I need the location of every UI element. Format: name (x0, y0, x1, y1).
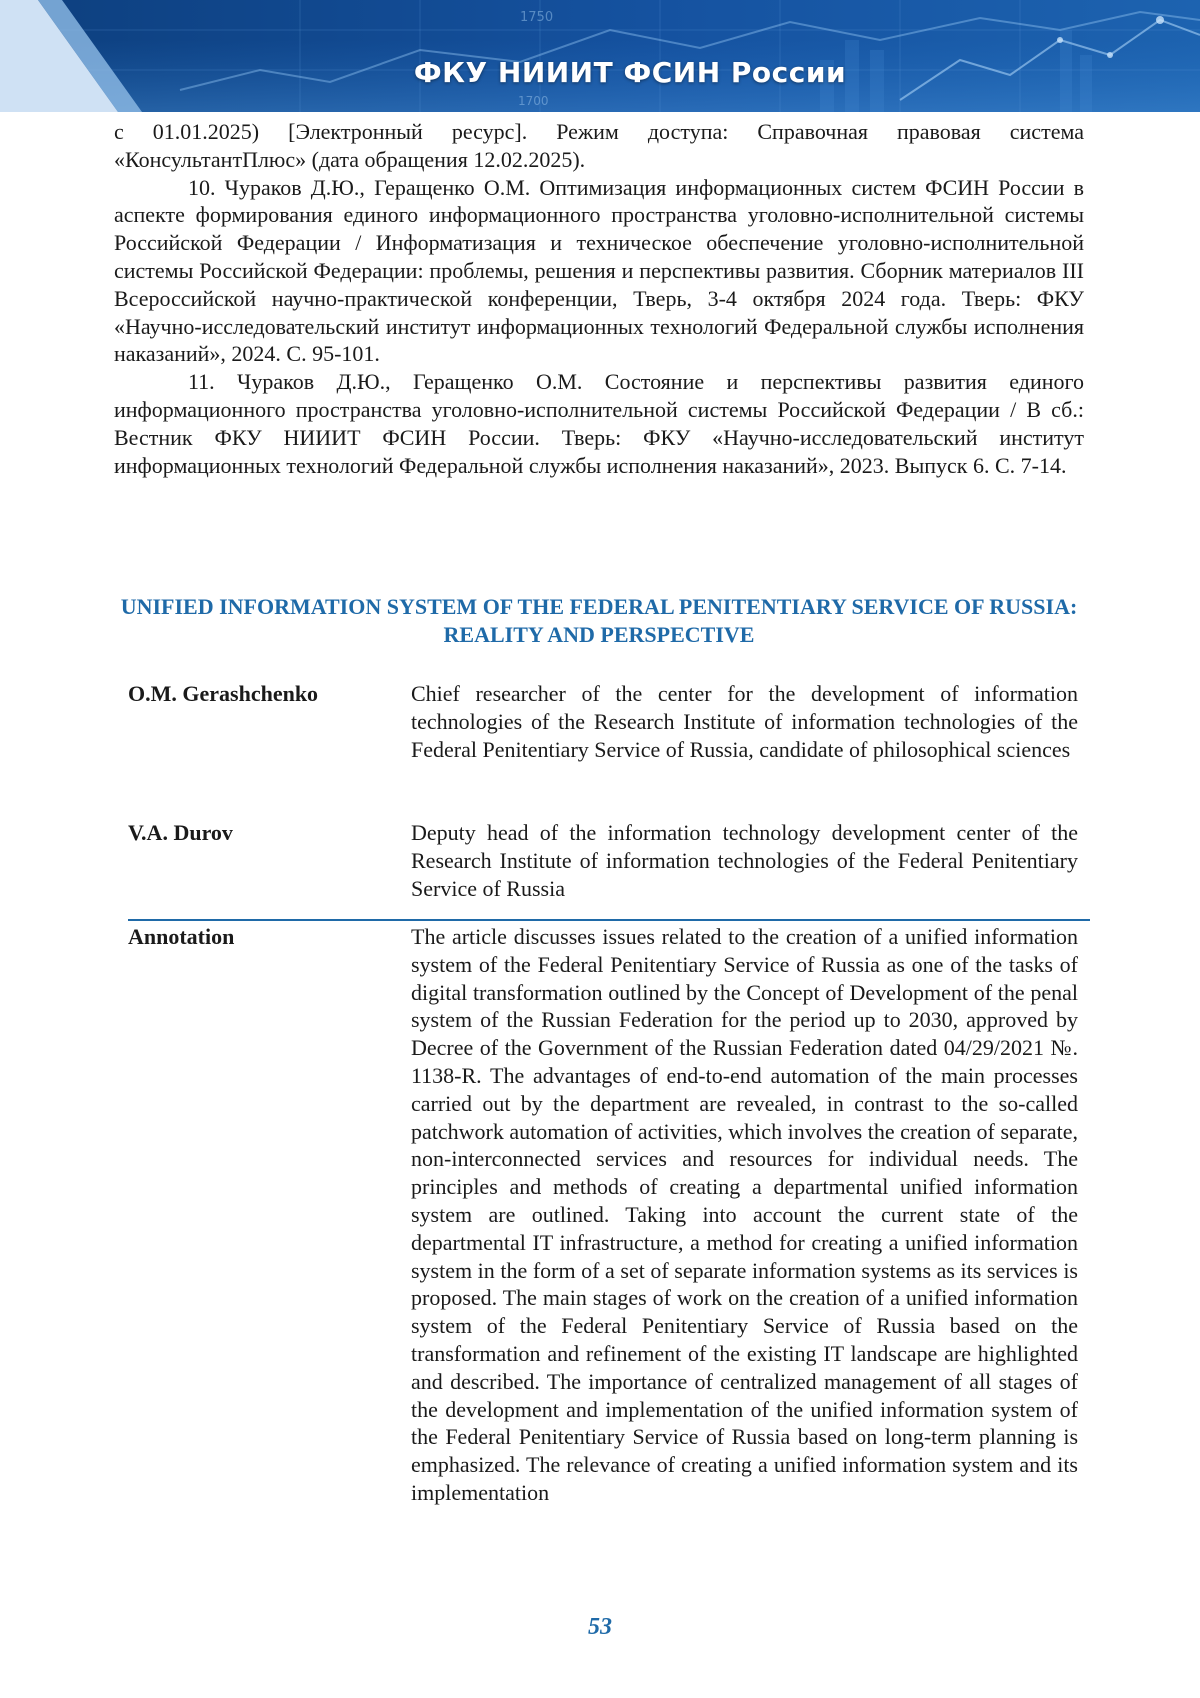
author-name: V.A. Durov (128, 819, 411, 902)
page-number: 53 (0, 1614, 1200, 1641)
section-divider (128, 919, 1090, 921)
author-bio: Deputy head of the information technology development center of the Research Institute of information technologies of the Federal Penitentiary Service of Russia (411, 819, 1078, 902)
author-bio: Chief researcher of the center for the development of information technologies of the Research Institute of information technologies of the Federal Penitentiary Service of Russia, candidate of philosophical sciences (411, 680, 1078, 763)
annotation-text: The article discusses issues related to the creation of a unified information system of the Federal Penitentiary Service of Russia as one of the tasks of digital transformation outlined by the Concept of Development of the penal system of the Russian Federation for the period up to 2030, approved by Decree of the Government of the Russian Federation dated 04/29/2021 №. 1138-R. The advantages of end-to-end automation of the main processes carried out by the department are revealed, in contrast to the so-called patchwork automation of activities, which involves the creation of separate, non-interconnected services and resources for individual needs. The principles and methods of creating a departmental unified information system are outlined. Taking into account the current state of the departmental IT infrastructure, a method for creating a unified information system in the form of a set of separate information systems as its services is proposed. The main stages of work on the creation of a unified information system of the Federal Penitentiary Service of Russia based on the transformation and refinement of the existing IT landscape are highlighted and described. The importance of centralized management of all stages of the development and implementation of the unified information system of the Federal Penitentiary Service of Russia based on long-term planning is emphasized. The relevance of creating a unified information system and its implementation (411, 923, 1078, 1507)
banner-bg-number-1: 1750 (520, 10, 553, 25)
reference-item-10: 10. Чураков Д.Ю., Геращенко О.М. Оптимизация информационных систем ФСИН России в аспекте формирования единого информационного пространства уголовно-исполнительной системы Российской Федерации / Информатизация и техническое обеспечение уголовно-исполнительной системы Российской Федерации: проблемы, решения и перспективы развития. Сборник материалов III Всероссийской научно-практической конференции, Тверь, 3-4 октября 2024 года. Тверь: ФКУ «Научно-исследовательский институт информационных технологий Федеральной службы исполнения наказаний», 2024. С. 95-101. (114, 174, 1084, 369)
reference-item-11: 11. Чураков Д.Ю., Геращенко О.М. Состояние и перспективы развития единого информационного пространства уголовно-исполнительной системы Российской Федерации / В сб.: Вестник ФКУ НИИИТ ФСИН России. Тверь: ФКУ «Научно-исследовательский институт информационных технологий Федеральной службы исполнения наказаний», 2023. Выпуск 6. С. 7-14. (114, 368, 1084, 479)
header-title: ФКУ НИИИТ ФСИН России (0, 56, 1200, 89)
author-row (128, 819, 1078, 902)
header-banner (0, 0, 1200, 112)
reference-continuation: с 01.01.2025) [Электронный ресурс]. Режим доступа: Справочная правовая система «КонсультантПлюс» (дата обращения 12.02.2025). (114, 118, 1084, 174)
author-name: O.M. Gerashchenko (128, 680, 411, 763)
annotation-label: Annotation (128, 923, 411, 1507)
author-row (128, 680, 1078, 763)
banner-bg-number-2: 1700 (518, 94, 549, 108)
article-title: UNIFIED INFORMATION SYSTEM OF THE FEDERAL PENITENTIARY SERVICE OF RUSSIA: REALITY AND PERSPECTIVE (114, 593, 1084, 649)
references-list (114, 118, 1084, 479)
annotation-row (128, 923, 1078, 1507)
